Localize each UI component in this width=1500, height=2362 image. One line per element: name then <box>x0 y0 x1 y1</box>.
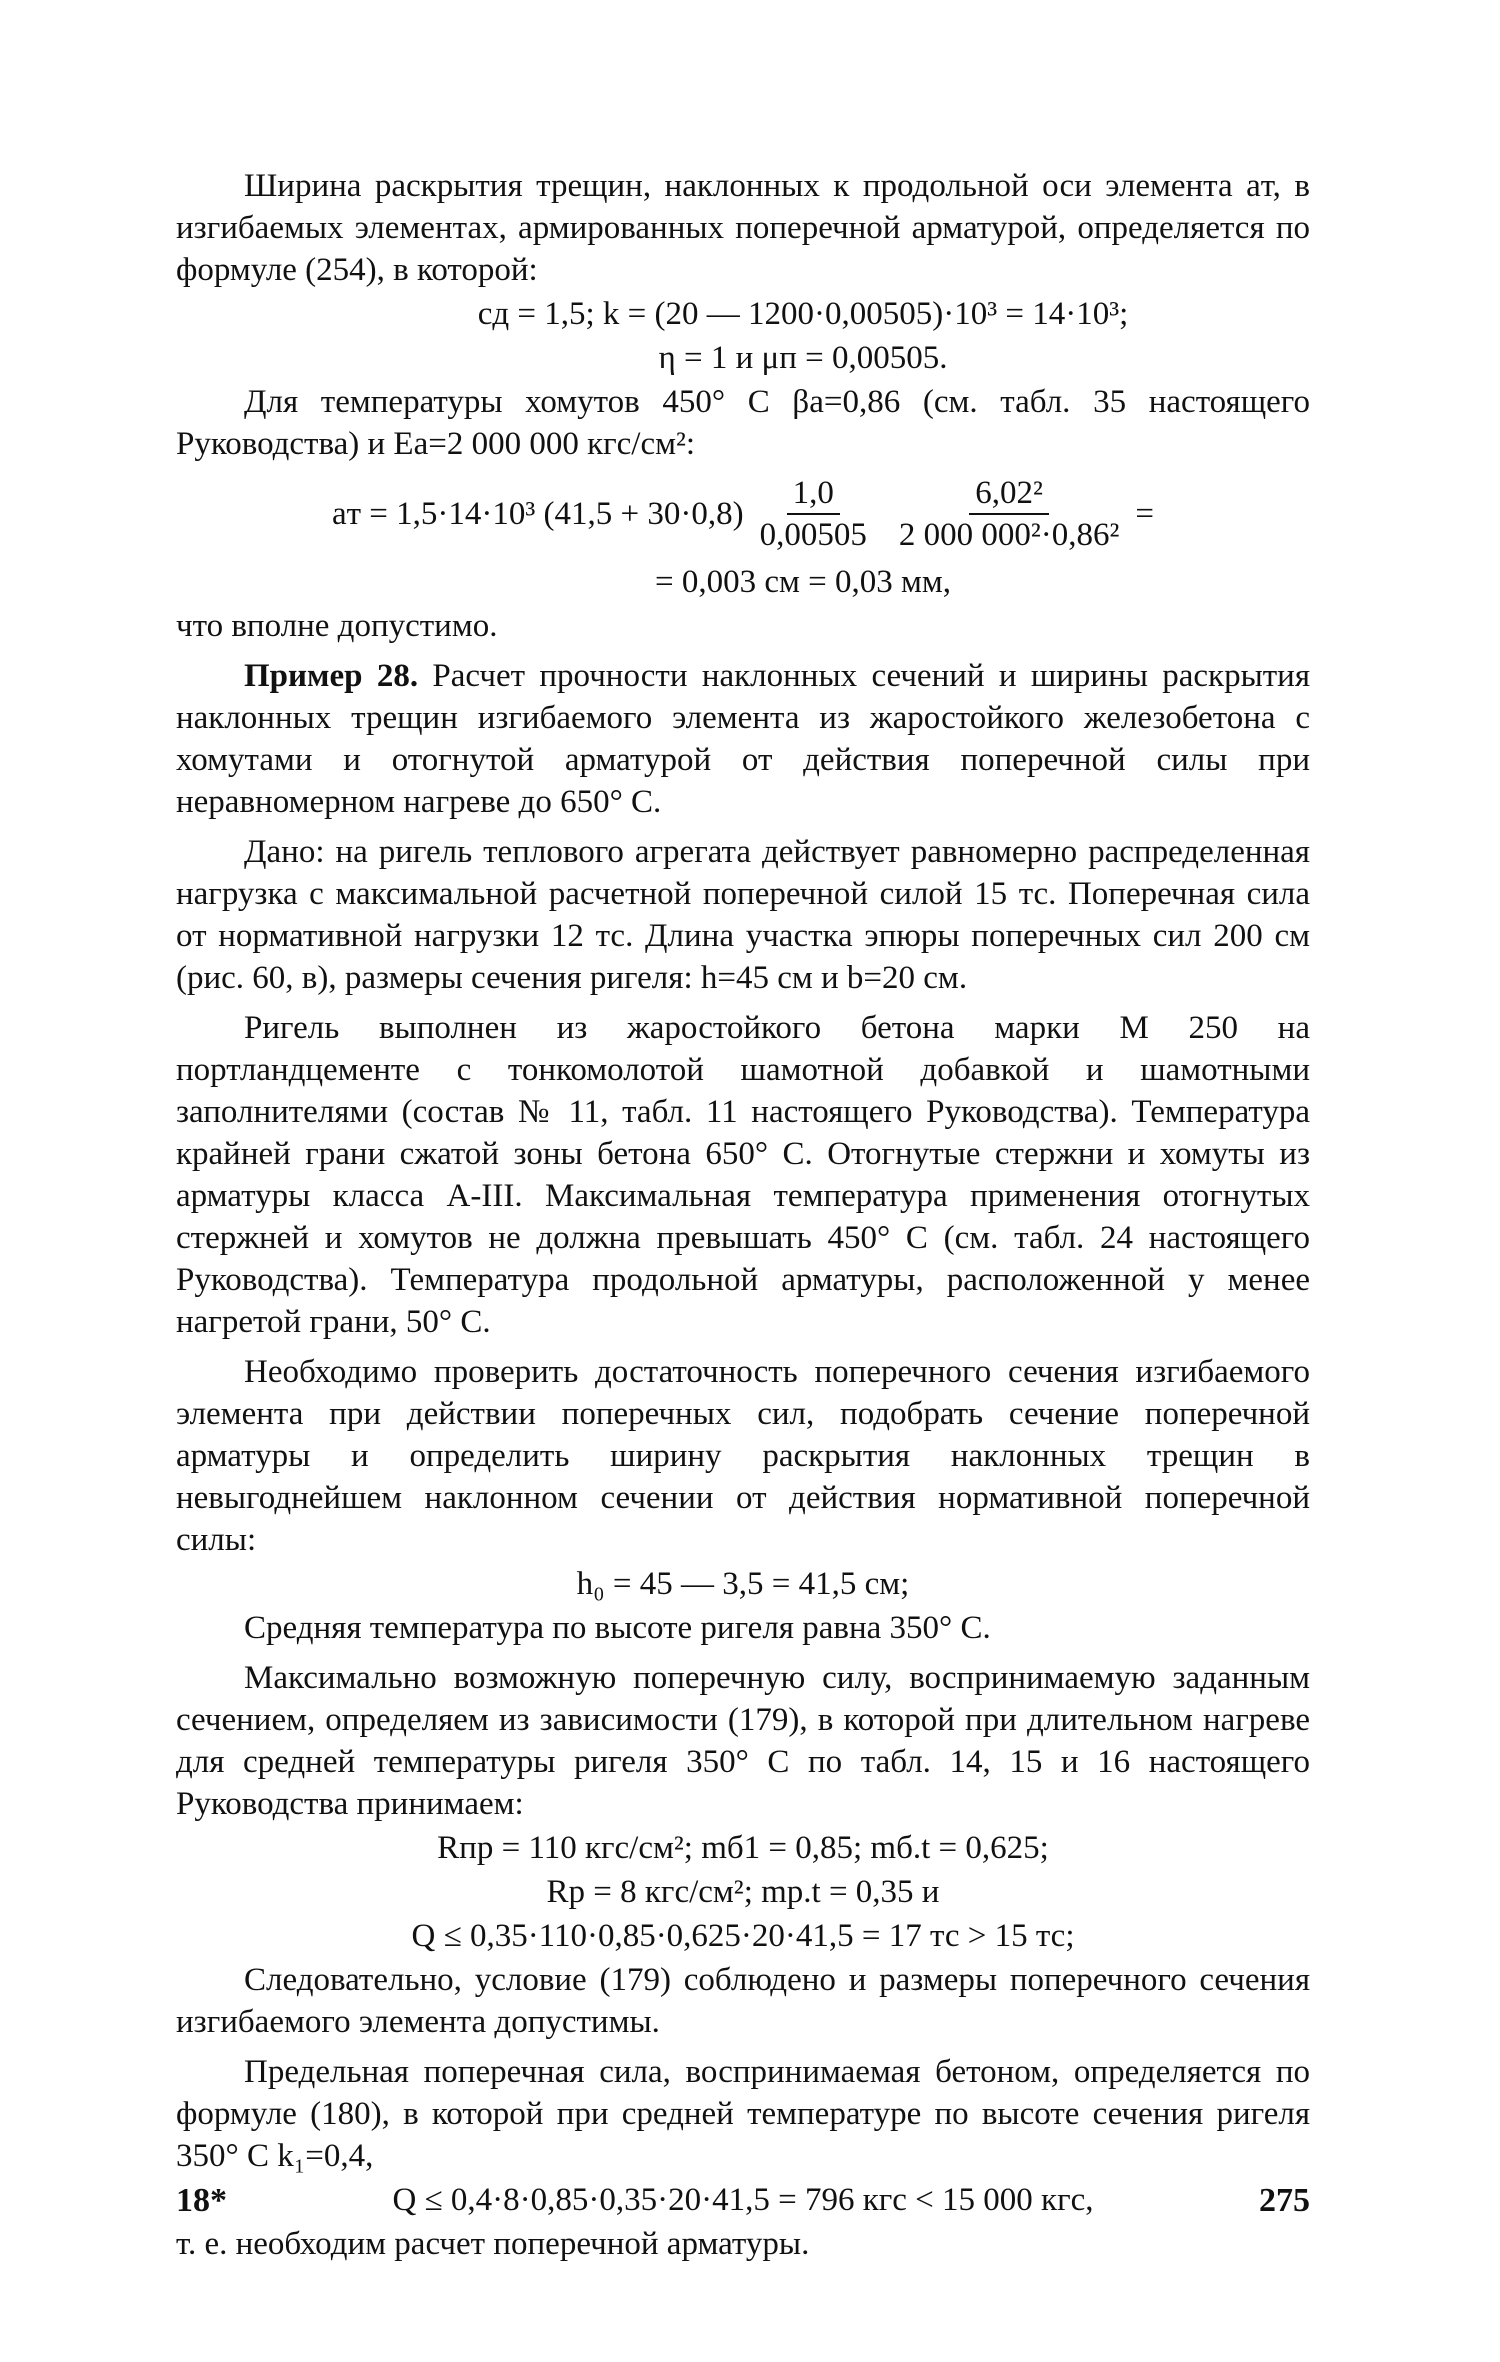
signature-mark: 18* <box>176 2182 227 2219</box>
example-text: Расчет прочности наклонных сечений и ширины раскрытия наклонных трещин изгибаемого элемента из жаростойкого железобетона с хомутами и отогнутой арматурой от действия поперечной силы при неравномерном нагреве до 650° С. <box>176 658 1310 820</box>
paragraph-conclusion: т. е. необходим расчет поперечной арматуры. <box>176 2226 810 2262</box>
page-number: 275 <box>1259 2182 1310 2219</box>
formula-rpr: Rпр = 110 кгс/см²; mб1 = 0,85; mб.t = 0,625; <box>437 1830 1049 1866</box>
fraction-2 <box>893 473 1126 555</box>
formula-q-concrete: Q ≤ 0,4·8·0,85·0,35·20·41,5 = 796 кгс < 15 000 кгс, <box>392 2182 1094 2218</box>
fraction-2-denominator: 2 000 000²·0,86² <box>898 517 1120 553</box>
paragraph-limit-shear: Предельная поперечная сила, воспринимаемая бетоном, определяется по формуле (180), в которой при средней температуре по высоте сечения ригеля 350° С k₁=0,4, <box>176 2054 1310 2174</box>
paragraph-average-temperature: Средняя температура по высоте ригеля равна 350° С. <box>244 1610 991 1646</box>
formula-crack-width-tail: = <box>1135 496 1155 532</box>
paragraph-check-required: Необходимо проверить достаточность поперечного сечения изгибаемого элемента при действии поперечных сил, подобрать сечение поперечной арматуры и определить ширину раскрытия наклонных трещин в невыгоднейшем наклонном сечении от действия нормативной поперечной силы: <box>176 1354 1310 1558</box>
fraction-2-numerator: 6,02² <box>969 473 1049 515</box>
formula-rp: Rp = 8 кгс/см²; mp.t = 0,35 и <box>546 1874 940 1910</box>
fraction-1-denominator: 0,00505 <box>759 517 867 553</box>
formula-cd-k: cд = 1,5; k = (20 — 1200·0,00505)·10³ = 14·10³; <box>477 296 1129 332</box>
formula-q-check: Q ≤ 0,35·110·0,85·0,625·20·41,5 = 17 тс > 15 тс; <box>411 1918 1075 1954</box>
paragraph-acceptable: что вполне допустимо. <box>176 608 498 644</box>
paragraph-condition-met: Следовательно, условие (179) соблюдено и размеры поперечного сечения изгибаемого элемента допустимы. <box>176 1962 1310 2040</box>
paragraph-beam-material: Ригель выполнен из жаростойкого бетона марки М 250 на портландцементе с тонкомолотой шамотной добавкой и шамотными заполнителями (состав № 11, табл. 11 настоящего Руководства). Температура крайней грани сжатой зоны бетона 650° С. Отогнутые стержни и хомуты из арматуры класса А-III. Максимальная температура применения отогнутых стержней и хомутов не должна превышать 450° С (см. табл. 24 настоящего Руководства). Температура продольной арматуры, расположенной у менее нагретой грани, 50° С. <box>176 1010 1310 1340</box>
formula-crack-width-lead: aт = 1,5·14·10³ (41,5 + 30·0,8) <box>331 496 744 532</box>
formula-h0: h₀ = 45 — 3,5 = 41,5 см; <box>576 1566 910 1602</box>
formula-crack-result: = 0,003 см = 0,03 мм, <box>654 564 952 600</box>
paragraph-max-shear: Максимально возможную поперечную силу, воспринимаемую заданным сечением, определяем из зависимости (179), в которой при длительном нагреве для средней температуры ригеля 350° С по табл. 14, 15 и 16 настоящего Руководства принимаем: <box>176 1660 1310 1822</box>
example-label: Пример 28. <box>244 658 419 694</box>
paragraph-example-28 <box>176 655 1310 823</box>
paragraph-given: Дано: на ригель теплового агрегата действует равномерно распределенная нагрузка с максимальной расчетной поперечной силой 15 тс. Поперечная сила от нормативной нагрузки 12 тс. Длина участка эпюры поперечных сил 200 см (рис. 60, в), размеры сечения ригеля: h=45 см и b=20 см. <box>176 834 1310 996</box>
paragraph-crack-width: Ширина раскрытия трещин, наклонных к продольной оси элемента aт, в изгибаемых элементах, армированных поперечной арматурой, определяется по формуле (254), в которой: <box>176 168 1310 288</box>
formula-eta-mu: η = 1 и μп = 0,00505. <box>658 340 948 376</box>
paragraph-stirrup-temperature: Для температуры хомутов 450° С βa=0,86 (см. табл. 35 настоящего Руководства) и Ea=2 000 000 кгс/см²: <box>176 384 1310 462</box>
formula-crack-width <box>176 473 1310 555</box>
fraction-1 <box>754 473 873 555</box>
page-footer <box>176 2182 1310 2220</box>
fraction-1-numerator: 1,0 <box>787 473 840 515</box>
